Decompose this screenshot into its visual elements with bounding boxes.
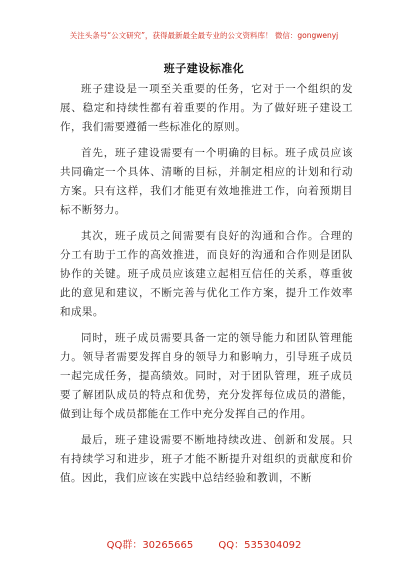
footer-qq-number: QQ：535304092 xyxy=(218,540,302,551)
paragraph-5: 最后，班子建设需要不断地持续改进、创新和发展。只有持续学习和进步，班子才能不断提升对组织的贡献度和价值。因此，我们应该在实践中总结经验和教训，不断 xyxy=(60,433,353,484)
document-body xyxy=(60,80,353,494)
paragraph-4: 同时，班子成员需要具备一定的领导能力和团队管理能力。领导者需要发挥自身的领导力和影响力，引导班子成员一起完成任务，提高绩效。同时，对于团队管理，班子成员要了解团队成员的特点和优势，充分发挥每位成员的潜能，做到让每个成员都能在工作中充分发挥自己的作用。 xyxy=(60,331,353,420)
paragraph-2: 首先，班子建设需要有一个明确的目标。班子成员应该共同确定一个具体、清晰的目标，并制定相应的计划和行动方案。只有这样，我们才能更有效地推进工作，向着预期目标不断努力。 xyxy=(60,146,353,217)
footer-qq-group: QQ群：30265665 xyxy=(106,540,194,551)
paragraph-1: 班子建设是一项至关重要的任务，它对于一个组织的发展、稳定和持续性都有着重要的作用。为了做好班子建设工作，我们需要遵循一些标准化的原则。 xyxy=(60,83,353,134)
paragraph-3: 其次，班子成员之间需要有良好的沟通和合作。合理的分工有助于工作的高效推进，而良好的沟通和合作则是团队协作的关键。班子成员应该建立起相互信任的关系，尊重彼此的意见和建议，不断完善与优化工作方案，提升工作效率和成果。 xyxy=(60,229,353,319)
document-title: 班子建设标准化 xyxy=(163,62,245,75)
footer-contacts xyxy=(0,536,408,551)
header-promo-note: 关注头条号“公文研究”，获得最新最全最专业的公文资料库！ 微信：gongwenyj xyxy=(69,31,339,40)
